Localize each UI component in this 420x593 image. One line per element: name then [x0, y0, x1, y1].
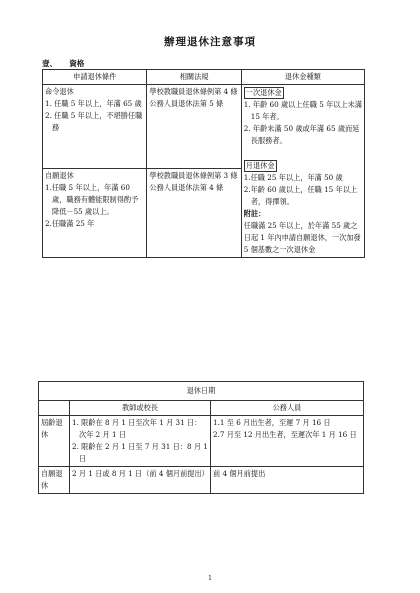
pension-item: 1.任職 25 年以上，年滿 50 歲 [243, 173, 343, 182]
pension-item: 2.年齡 60 歲以上，任職 15 年以上者，得擇領。 [243, 185, 358, 206]
table-header-row [43, 70, 365, 85]
monthly-pension-label: 月退休金 [245, 161, 275, 170]
date-item: 前 4 個月前提出 [213, 469, 266, 478]
pension-item: 2. 年齡未滿 50 歲或年滿 65 歲而延長服務者。 [243, 124, 360, 145]
date-item: 2.7 月至 12 月出生者，至遲次年 1 月 16 日 [213, 430, 357, 439]
blank-header [39, 401, 70, 416]
column-header: 退休金種類 [241, 70, 364, 85]
pension-types-cell [241, 85, 364, 258]
law-item: 公務人員退休法第 5 條 [149, 99, 224, 108]
pension-item: 1. 年齡 60 歲以上任職 5 年以上未滿 15 年者。 [243, 100, 363, 121]
column-header: 教師或校長 [70, 401, 211, 416]
condition-item: 1. 任職 5 年以上，年滿 65 歲 [45, 99, 142, 108]
table-caption-row [39, 382, 364, 401]
column-header: 相關法規 [147, 70, 241, 85]
law-item: 學校教職員退休條例第 3 條 [149, 170, 238, 180]
table-row [39, 416, 364, 467]
qualifications-table [42, 69, 365, 258]
law-item: 公務人員退休法第 4 條 [149, 182, 224, 192]
voluntary-retirement-cell [43, 168, 147, 257]
note-text: 任職滿 25 年以上，於年滿 55 歲之日起 1 年內申請自願退休，一次加發 5 個基數之一次退休金 [243, 221, 361, 254]
mandatory-laws-cell [147, 85, 241, 169]
date-item: 1.1 至 6 月出生者，至遲 7 月 16 日 [213, 418, 331, 427]
table-header-row [39, 401, 364, 416]
column-header: 公務人員 [211, 401, 364, 416]
condition-item: 2.任職滿 25 年 [45, 218, 95, 228]
condition-item: 1.任職 5 年以上，年滿 60 歲，職務有體能限制得酌予降低－55 歲以上。 [45, 182, 139, 216]
section-heading [42, 58, 96, 69]
section-number: 壹、 [42, 59, 58, 68]
teacher-cell [70, 416, 211, 467]
mandatory-retirement-cell [43, 85, 147, 169]
voluntary-laws-cell [147, 168, 241, 257]
note-label: 附註： [243, 209, 266, 218]
retirement-dates-table [38, 381, 364, 494]
date-item: 1. 限齡在 8 月 1 日至次年 1 月 31 日：次年 2 月 1 日 [72, 418, 202, 439]
page-number: 1 [208, 575, 212, 582]
section-label: 資格 [69, 59, 85, 68]
voluntary-retirement-label: 自願退休 [45, 170, 74, 180]
lump-sum-pension-label: 一次退休金 [245, 88, 282, 97]
table-row [39, 467, 364, 494]
date-item: 2 月 1 日或 8 月 1 日（前 4 個月前提出） [72, 469, 209, 478]
row-label: 屆齡退休 [39, 416, 70, 467]
page-title: 辦理退休注意事項 [164, 36, 256, 48]
table-row [43, 85, 365, 169]
condition-item: 2. 任職 5 年以上，不堪勝任職務 [45, 111, 143, 132]
civil-servant-cell [211, 416, 364, 467]
date-item: 2. 限齡在 2 月 1 日至 7 月 31 日：8 月 1 日 [72, 442, 208, 463]
retirement-dates-caption: 退休日期 [39, 382, 364, 401]
row-label: 自願退休 [39, 467, 70, 494]
teacher-cell [70, 467, 211, 494]
mandatory-retirement-label: 命令退休 [45, 87, 74, 96]
civil-servant-cell [211, 467, 364, 494]
column-header: 申請退休條件 [43, 70, 147, 85]
law-item: 學校教職員退休條例第 4 條 [149, 87, 238, 96]
